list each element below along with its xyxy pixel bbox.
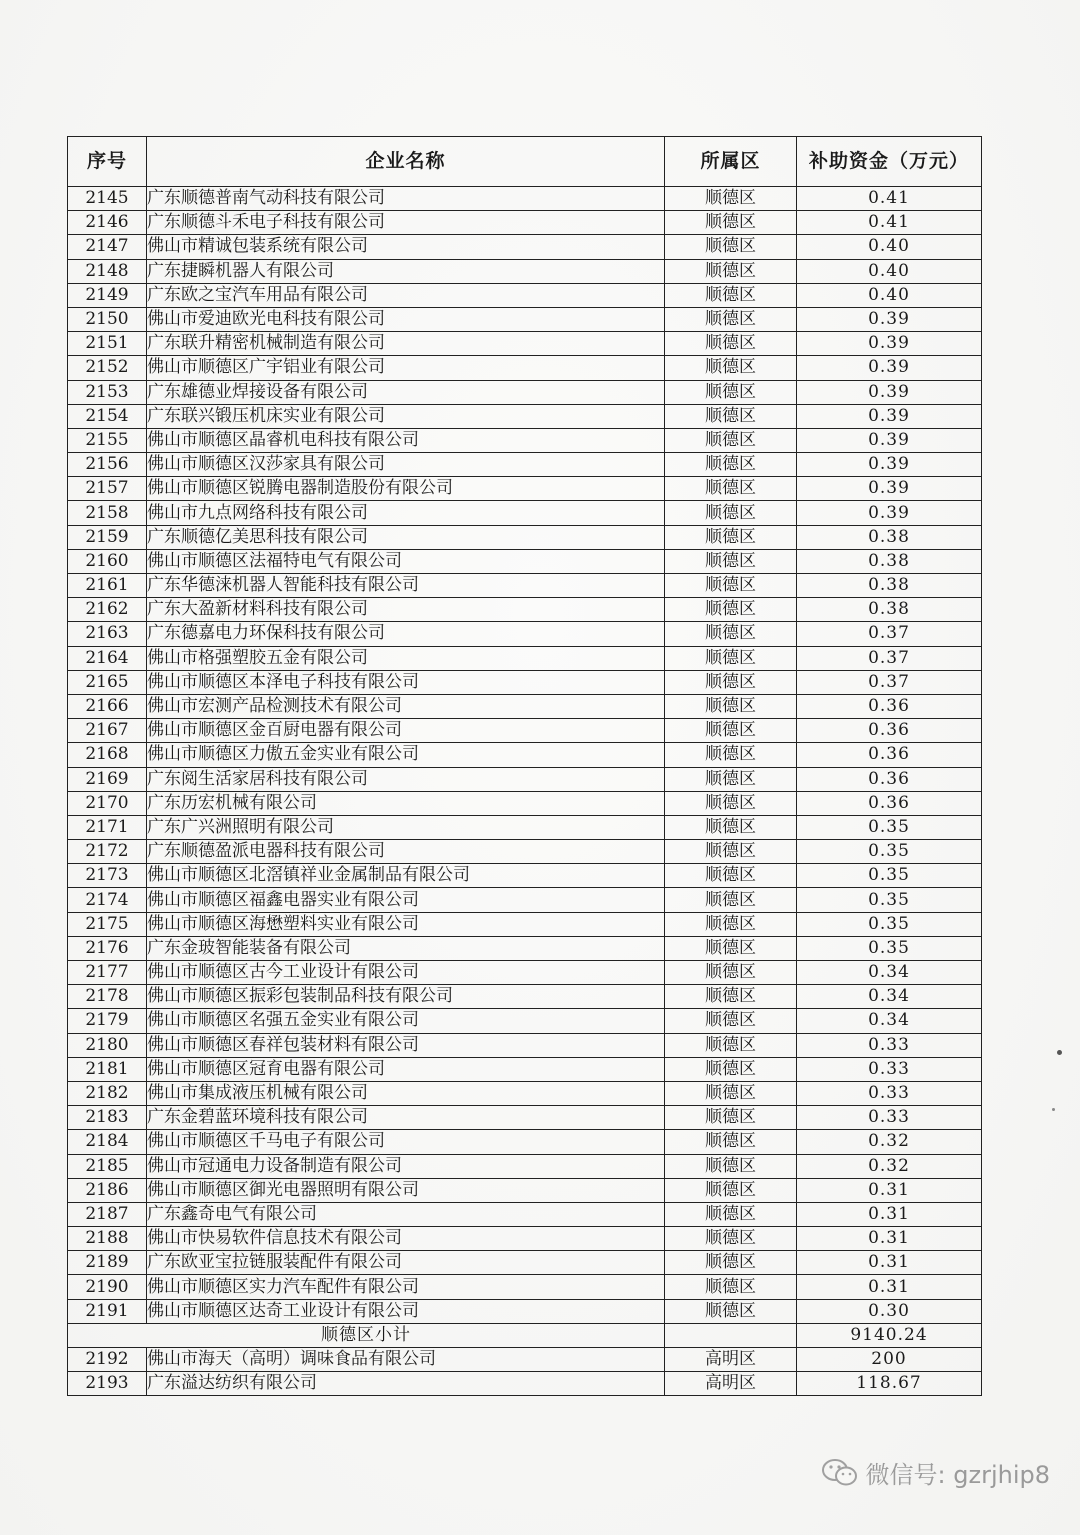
row-amount: 0.33 [797,1033,982,1057]
row-district: 顺德区 [665,719,797,743]
row-amount: 0.31 [797,1178,982,1202]
table-row [68,1057,982,1081]
row-index: 2190 [68,1275,147,1299]
row-amount: 0.31 [797,1275,982,1299]
row-index: 2169 [68,767,147,791]
row-index: 2172 [68,840,147,864]
row-amount: 0.40 [797,283,982,307]
row-amount: 0.30 [797,1299,982,1323]
table-row [68,912,982,936]
row-index: 2173 [68,864,147,888]
wechat-watermark [820,1455,1050,1490]
row-amount: 0.31 [797,1227,982,1251]
row-index: 2155 [68,428,147,452]
row-index: 2154 [68,404,147,428]
table-row [68,864,982,888]
watermark-text: 微信号: gzrjhip8 [865,1461,1050,1489]
row-company-name: 佛山市顺德区本泽电子科技有限公司 [147,670,665,694]
row-company-name: 佛山市宏测产品检测技术有限公司 [147,694,665,718]
row-company-name: 佛山市顺德区古今工业设计有限公司 [147,961,665,985]
row-district: 顺德区 [665,864,797,888]
row-amount: 0.39 [797,501,982,525]
row-district: 顺德区 [665,356,797,380]
row-amount: 0.33 [797,1081,982,1105]
row-district: 高明区 [665,1348,797,1372]
row-district: 顺德区 [665,1299,797,1323]
table-row [68,1033,982,1057]
row-amount: 0.36 [797,743,982,767]
row-company-name: 广东德嘉电力环保科技有限公司 [147,622,665,646]
row-district: 顺德区 [665,549,797,573]
row-district: 顺德区 [665,598,797,622]
row-amount: 0.31 [797,1202,982,1226]
row-index: 2151 [68,332,147,356]
row-amount: 0.41 [797,211,982,235]
row-company-name: 佛山市快易软件信息技术有限公司 [147,1227,665,1251]
row-district: 顺德区 [665,694,797,718]
row-amount: 0.36 [797,767,982,791]
row-company-name: 广东联升精密机械制造有限公司 [147,332,665,356]
row-district: 顺德区 [665,453,797,477]
table-row [68,694,982,718]
row-company-name: 佛山市顺德区锐腾电器制造股份有限公司 [147,477,665,501]
row-district: 高明区 [665,1372,797,1396]
row-company-name: 佛山市顺德区实力汽车配件有限公司 [147,1275,665,1299]
row-district: 顺德区 [665,1057,797,1081]
row-index: 2181 [68,1057,147,1081]
row-amount: 0.35 [797,888,982,912]
row-amount: 0.39 [797,453,982,477]
row-company-name: 佛山市顺德区冠育电器有限公司 [147,1057,665,1081]
row-company-name: 广东大盈新材料科技有限公司 [147,598,665,622]
table-row [68,719,982,743]
row-company-name: 佛山市顺德区达奇工业设计有限公司 [147,1299,665,1323]
table-row [68,1348,982,1372]
row-company-name: 广东金碧蓝环境科技有限公司 [147,1106,665,1130]
subtotal-label: 顺德区小计 [68,1323,665,1347]
row-company-name: 广东顺德盈派电器科技有限公司 [147,840,665,864]
row-index: 2149 [68,283,147,307]
row-amount: 0.40 [797,259,982,283]
row-district: 顺德区 [665,501,797,525]
row-district: 顺德区 [665,961,797,985]
row-index: 2187 [68,1202,147,1226]
row-index: 2164 [68,646,147,670]
row-index: 2177 [68,961,147,985]
table-row [68,840,982,864]
table-row [68,453,982,477]
row-amount: 0.31 [797,1251,982,1275]
row-amount: 0.35 [797,864,982,888]
table-row [68,961,982,985]
row-amount: 0.34 [797,961,982,985]
header-index: 序号 [68,137,147,187]
table-row [68,211,982,235]
row-district: 顺德区 [665,1130,797,1154]
table-row [68,1009,982,1033]
scan-speck [1052,1108,1055,1111]
row-company-name: 广东捷瞬机器人有限公司 [147,259,665,283]
row-district: 顺德区 [665,622,797,646]
row-company-name: 广东雄德业焊接设备有限公司 [147,380,665,404]
row-company-name: 广东联兴锻压机床实业有限公司 [147,404,665,428]
row-amount: 0.39 [797,404,982,428]
row-company-name: 佛山市冠通电力设备制造有限公司 [147,1154,665,1178]
table-row [68,985,982,1009]
row-index: 2160 [68,549,147,573]
row-company-name: 广东欧之宝汽车用品有限公司 [147,283,665,307]
row-index: 2193 [68,1372,147,1396]
row-amount: 200 [797,1348,982,1372]
table-row [68,598,982,622]
row-amount: 0.32 [797,1154,982,1178]
header-amount: 补助资金（万元） [797,137,982,187]
table-row [68,380,982,404]
row-district: 顺德区 [665,1227,797,1251]
row-company-name: 佛山市精诚包装系统有限公司 [147,235,665,259]
row-company-name: 佛山市九点网络科技有限公司 [147,501,665,525]
table-row [68,646,982,670]
table-row [68,307,982,331]
row-company-name: 广东阅生活家居科技有限公司 [147,767,665,791]
row-company-name: 佛山市顺德区金百厨电器有限公司 [147,719,665,743]
row-company-name: 广东金玻智能装备有限公司 [147,936,665,960]
row-company-name: 佛山市集成液压机械有限公司 [147,1081,665,1105]
table-body [68,187,982,1324]
row-district: 顺德区 [665,283,797,307]
row-amount: 0.38 [797,574,982,598]
row-amount: 0.35 [797,912,982,936]
row-amount: 0.39 [797,356,982,380]
row-district: 顺德区 [665,380,797,404]
row-company-name: 佛山市格强塑胶五金有限公司 [147,646,665,670]
table-row [68,1081,982,1105]
row-company-name: 佛山市顺德区法福特电气有限公司 [147,549,665,573]
row-index: 2163 [68,622,147,646]
row-company-name: 佛山市顺德区名强五金实业有限公司 [147,1009,665,1033]
row-district: 顺德区 [665,888,797,912]
row-district: 顺德区 [665,985,797,1009]
row-index: 2183 [68,1106,147,1130]
row-index: 2180 [68,1033,147,1057]
table-row [68,743,982,767]
row-district: 顺德区 [665,307,797,331]
row-district: 顺德区 [665,1202,797,1226]
row-amount: 0.38 [797,598,982,622]
table-header-row [68,137,982,187]
row-index: 2153 [68,380,147,404]
row-district: 顺德区 [665,1033,797,1057]
row-district: 顺德区 [665,259,797,283]
row-index: 2176 [68,936,147,960]
row-district: 顺德区 [665,670,797,694]
row-amount: 0.35 [797,840,982,864]
row-district: 顺德区 [665,187,797,211]
table-body-after [68,1348,982,1396]
row-amount: 0.39 [797,380,982,404]
table-row [68,622,982,646]
row-district: 顺德区 [665,646,797,670]
row-district: 顺德区 [665,574,797,598]
row-district: 顺德区 [665,1154,797,1178]
table-row [68,791,982,815]
subtotal-amount: 9140.24 [797,1323,982,1347]
table-row [68,235,982,259]
row-district: 顺德区 [665,1081,797,1105]
row-company-name: 佛山市顺德区福鑫电器实业有限公司 [147,888,665,912]
row-company-name: 广东广兴洲照明有限公司 [147,815,665,839]
row-index: 2158 [68,501,147,525]
row-amount: 0.34 [797,1009,982,1033]
row-company-name: 广东顺德普南气动科技有限公司 [147,187,665,211]
row-company-name: 佛山市顺德区千马电子有限公司 [147,1130,665,1154]
row-amount: 0.39 [797,332,982,356]
table-row [68,1372,982,1396]
row-amount: 0.37 [797,622,982,646]
table-row [68,1251,982,1275]
row-amount: 0.36 [797,719,982,743]
row-district: 顺德区 [665,1251,797,1275]
row-company-name: 佛山市顺德区北滘镇祥业金属制品有限公司 [147,864,665,888]
row-district: 顺德区 [665,767,797,791]
row-amount: 0.40 [797,235,982,259]
row-index: 2147 [68,235,147,259]
scan-speck [1057,1050,1062,1055]
row-amount: 0.39 [797,307,982,331]
row-index: 2146 [68,211,147,235]
row-index: 2174 [68,888,147,912]
row-amount: 0.41 [797,187,982,211]
row-amount: 0.38 [797,525,982,549]
row-index: 2182 [68,1081,147,1105]
row-company-name: 佛山市顺德区力傲五金实业有限公司 [147,743,665,767]
row-index: 2175 [68,912,147,936]
row-district: 顺德区 [665,525,797,549]
row-company-name: 广东溢达纺织有限公司 [147,1372,665,1396]
row-amount: 0.39 [797,428,982,452]
table-row [68,1106,982,1130]
table-row [68,1202,982,1226]
row-amount: 0.38 [797,549,982,573]
row-company-name: 广东欧亚宝拉链服装配件有限公司 [147,1251,665,1275]
row-company-name: 佛山市顺德区春祥包装材料有限公司 [147,1033,665,1057]
row-index: 2148 [68,259,147,283]
row-company-name: 佛山市顺德区振彩包装制品科技有限公司 [147,985,665,1009]
row-district: 顺德区 [665,332,797,356]
header-district: 所属区 [665,137,797,187]
row-amount: 0.36 [797,694,982,718]
row-district: 顺德区 [665,235,797,259]
row-company-name: 佛山市顺德区晶睿机电科技有限公司 [147,428,665,452]
table-row [68,1154,982,1178]
row-district: 顺德区 [665,428,797,452]
row-company-name: 佛山市顺德区御光电器照明有限公司 [147,1178,665,1202]
row-index: 2161 [68,574,147,598]
header-company-name: 企业名称 [147,137,665,187]
subtotal-row [68,1323,982,1347]
table-row [68,888,982,912]
row-company-name: 佛山市顺德区广宇铝业有限公司 [147,356,665,380]
row-index: 2145 [68,187,147,211]
row-company-name: 佛山市顺德区汉莎家具有限公司 [147,453,665,477]
table-row [68,283,982,307]
row-amount: 0.35 [797,815,982,839]
row-company-name: 广东顺德斗禾电子科技有限公司 [147,211,665,235]
row-district: 顺德区 [665,1178,797,1202]
row-district: 顺德区 [665,1106,797,1130]
row-amount: 0.37 [797,646,982,670]
row-index: 2170 [68,791,147,815]
row-index: 2150 [68,307,147,331]
row-index: 2171 [68,815,147,839]
row-district: 顺德区 [665,211,797,235]
table-row [68,574,982,598]
table-row [68,1178,982,1202]
table-row [68,501,982,525]
table-row [68,525,982,549]
row-company-name: 佛山市爱迪欧光电科技有限公司 [147,307,665,331]
row-index: 2156 [68,453,147,477]
table-row [68,428,982,452]
row-index: 2157 [68,477,147,501]
table-row [68,936,982,960]
table-row [68,549,982,573]
table-row [68,356,982,380]
row-district: 顺德区 [665,404,797,428]
row-amount: 0.39 [797,477,982,501]
subsidy-table [67,136,982,1396]
table-row [68,332,982,356]
row-amount: 0.34 [797,985,982,1009]
table-row [68,670,982,694]
row-company-name: 佛山市海天（高明）调味食品有限公司 [147,1348,665,1372]
row-district: 顺德区 [665,936,797,960]
row-amount: 0.32 [797,1130,982,1154]
row-company-name: 广东历宏机械有限公司 [147,791,665,815]
row-index: 2178 [68,985,147,1009]
row-amount: 0.33 [797,1057,982,1081]
row-district: 顺德区 [665,815,797,839]
row-amount: 0.36 [797,791,982,815]
row-index: 2189 [68,1251,147,1275]
table-row [68,477,982,501]
row-index: 2188 [68,1227,147,1251]
row-amount: 118.67 [797,1372,982,1396]
table-row [68,1227,982,1251]
table-row [68,1299,982,1323]
table-row [68,1275,982,1299]
row-index: 2165 [68,670,147,694]
table-row [68,767,982,791]
row-amount: 0.37 [797,670,982,694]
row-index: 2162 [68,598,147,622]
row-district: 顺德区 [665,743,797,767]
subtotal-empty-cell [665,1323,797,1347]
table-row [68,1130,982,1154]
row-index: 2159 [68,525,147,549]
row-district: 顺德区 [665,1009,797,1033]
row-index: 2186 [68,1178,147,1202]
row-district: 顺德区 [665,840,797,864]
row-district: 顺德区 [665,912,797,936]
row-district: 顺德区 [665,477,797,501]
row-district: 顺德区 [665,1275,797,1299]
row-company-name: 广东鑫奇电气有限公司 [147,1202,665,1226]
row-index: 2168 [68,743,147,767]
row-index: 2191 [68,1299,147,1323]
row-amount: 0.35 [797,936,982,960]
row-index: 2185 [68,1154,147,1178]
row-company-name: 广东华德涞机器人智能科技有限公司 [147,574,665,598]
row-index: 2179 [68,1009,147,1033]
table-row [68,404,982,428]
row-company-name: 佛山市顺德区海懋塑料实业有限公司 [147,912,665,936]
table-row [68,187,982,211]
row-index: 2167 [68,719,147,743]
row-index: 2192 [68,1348,147,1372]
row-amount: 0.33 [797,1106,982,1130]
row-index: 2152 [68,356,147,380]
row-company-name: 广东顺德亿美思科技有限公司 [147,525,665,549]
wechat-icon [820,1457,860,1489]
row-index: 2184 [68,1130,147,1154]
table-row [68,815,982,839]
row-district: 顺德区 [665,791,797,815]
row-index: 2166 [68,694,147,718]
table-row [68,259,982,283]
